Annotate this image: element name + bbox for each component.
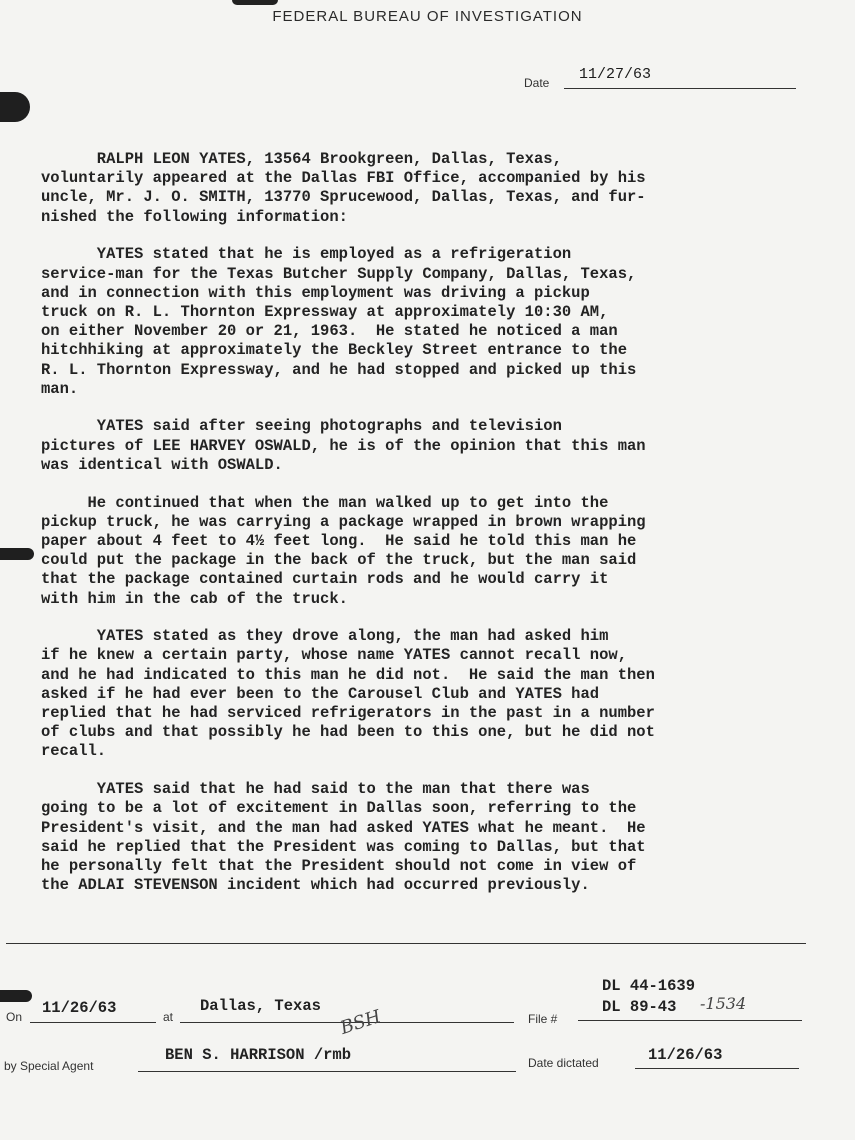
text-line: pickup truck, he was carrying a package wrapped in brown wrapping [41,512,646,531]
interview-date: 11/26/63 [42,999,117,1017]
text-line: could put the package in the back of the truck, but the man said [41,551,637,570]
binding-smudge [232,0,278,5]
file-number-2: DL 89-43 [602,998,677,1016]
text-line: uncle, Mr. J. O. SMITH, 13770 Sprucewood, Dallas, Texas, and fur- [41,188,646,207]
text-line: voluntarily appeared at the Dallas FBI Office, accompanied by his [41,169,646,188]
date-underline [564,88,796,89]
date-value: 11/27/63 [579,66,652,83]
text-line: was identical with OSWALD. [41,455,283,474]
text-line: he personally felt that the President should not come in view of [41,857,637,875]
file-label: File # [528,1012,558,1026]
handwritten-initials: BSH [337,1006,384,1039]
text-line: hitchhiking at approximately the Beckley Street entrance to the [41,341,627,360]
text-line: said he replied that the President was coming to Dallas, but that [41,837,646,856]
text-line: with him in the cab of the truck. [41,589,348,608]
text-line: pictures of LEE HARVEY OSWALD, he is of the opinion that this man [41,436,646,455]
dictated-underline [635,1068,799,1069]
paragraph-3 [41,417,801,475]
report-date-field [524,66,796,90]
date-label: Date [524,76,550,90]
dictated-date: 11/26/63 [648,1046,723,1064]
text-line: recall. [41,742,107,761]
interview-date-underline [30,1022,156,1023]
text-line: YATES stated that he is employed as a refrigeration [41,245,572,264]
text-line: of clubs and that possibly he had been to this one, but he did not [41,723,655,742]
text-line: on either November 20 or 21, 1963. He stated he noticed a man [41,322,618,341]
text-line: man. [41,379,79,398]
text-line: replied that he had serviced refrigerators in the past in a number [41,704,655,723]
text-line: YATES stated as they drove along, the man had asked him [41,627,609,646]
file-handwritten-serial: -1534 [700,994,747,1013]
report-body [41,150,801,914]
file-underline [578,1020,802,1021]
punch-hole-bottom [0,990,32,1002]
text-line: that the package contained curtain rods and he would carry it [41,570,609,589]
punch-hole-top [0,92,30,122]
text-line: asked if he had ever been to the Carousel Club and YATES had [41,684,600,703]
text-line: paper about 4 feet to 4½ feet long. He said he told this man he [41,531,637,550]
text-line: nished the following information: [41,207,348,226]
agency-header: FEDERAL BUREAU OF INVESTIGATION [272,8,583,25]
text-line: He continued that when the man walked up to get into the [41,493,609,512]
text-line: and in connection with this employment was driving a pickup [41,283,590,302]
paragraph-4 [41,494,801,609]
text-line: R. L. Thornton Expressway, and he had stopped and picked up this [41,360,637,379]
dictated-label: Date dictated [528,1056,599,1070]
punch-hole-middle [0,548,34,560]
at-label: at [163,1010,174,1024]
text-line: if he knew a certain party, whose name YATES cannot recall now, [41,646,627,665]
interview-location: Dallas, Texas [200,997,321,1015]
footer-divider [6,943,806,944]
text-line: RALPH LEON YATES, 13564 Brookgreen, Dallas, Texas, [41,150,562,168]
text-line: President's visit, and the man had asked YATES what he meant. He [41,818,646,837]
paragraph-1 [41,150,801,227]
text-line: truck on R. L. Thornton Expressway at approximately 10:30 AM, [41,302,609,321]
file-number-1: DL 44-1639 [602,977,696,995]
agent-label: by Special Agent [4,1059,94,1073]
on-label: On [6,1010,23,1024]
paragraph-5 [41,627,801,761]
text-line: going to be a lot of excitement in Dallas soon, referring to the [41,799,637,818]
agent-underline [138,1071,516,1072]
text-line: and he had indicated to this man he did not. He said the man then [41,665,655,684]
text-line: YATES said that he had said to the man that there was [41,780,590,799]
text-line: service-man for the Texas Butcher Supply Company, Dallas, Texas, [41,264,637,283]
paragraph-6 [41,780,801,895]
text-line: YATES said after seeing photographs and television [41,417,562,436]
text-line: the ADLAI STEVENSON incident which had occurred previously. [41,876,590,895]
paragraph-2 [41,245,801,399]
special-agent-name: BEN S. HARRISON /rmb [165,1046,352,1064]
